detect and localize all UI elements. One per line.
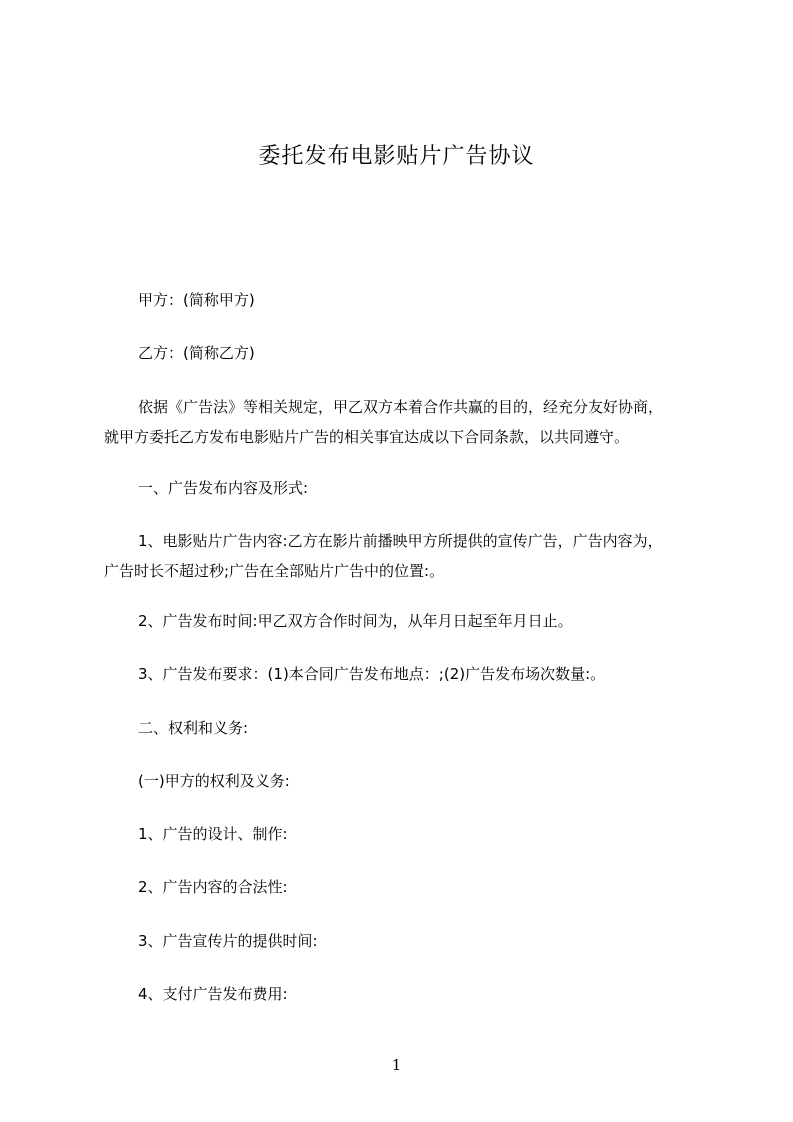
- party-a-duties-heading: [104, 766, 694, 796]
- page-number: 1: [391, 1056, 402, 1074]
- section-1-heading-text: 一、广告发布内容及形式:: [138, 479, 309, 497]
- clause-3: [104, 659, 694, 689]
- party-b-text: 乙方：(简称乙方): [138, 344, 255, 362]
- duty-2-text: 2、广告内容的合法性:: [138, 878, 288, 896]
- section-1-heading: [104, 473, 694, 503]
- party-a-duties-heading-text: (一)甲方的权利及义务:: [138, 772, 290, 790]
- intro-line-2: 就甲方委托乙方发布电影贴片广告的相关事宜达成以下合同条款，以共同遵守。: [104, 428, 630, 446]
- duty-3-text: 3、广告宣传片的提供时间:: [138, 932, 318, 950]
- duty-2: [104, 872, 694, 902]
- section-2-heading-text: 二、权利和义务:: [138, 719, 249, 737]
- duty-1: [104, 819, 694, 849]
- duty-4-text: 4、支付广告发布费用:: [138, 985, 288, 1003]
- document-title: 委托发布电影贴片广告协议: [258, 144, 535, 169]
- duty-4: [104, 979, 694, 1009]
- clause-1-line-2: 广告时长不超过秒;广告在全部贴片广告中的位置:。: [104, 562, 445, 580]
- clause-1: [104, 526, 694, 586]
- intro-line-1: 依据《广告法》等相关规定，甲乙双方本着合作共赢的目的，经充分友好协商，: [138, 398, 664, 416]
- party-a-text: 甲方：(简称甲方): [138, 291, 255, 309]
- clause-2-text: 2、广告发布时间:甲乙双方合作时间为，从年月日起至年月日止。: [138, 612, 573, 630]
- clause-1-line-1: 1、电影贴片广告内容:乙方在影片前播映甲方所提供的宣传广告，广告内容为，: [138, 532, 663, 550]
- duty-3: [104, 926, 694, 956]
- clause-2: [104, 606, 694, 636]
- party-a-line: [104, 285, 694, 315]
- section-2-heading: [104, 713, 694, 743]
- intro-paragraph: [104, 392, 694, 452]
- clause-3-text: 3、广告发布要求：(1)本合同广告发布地点：;(2)广告发布场次数量:。: [138, 665, 606, 683]
- party-b-line: [104, 338, 694, 368]
- duty-1-text: 1、广告的设计、制作:: [138, 825, 288, 843]
